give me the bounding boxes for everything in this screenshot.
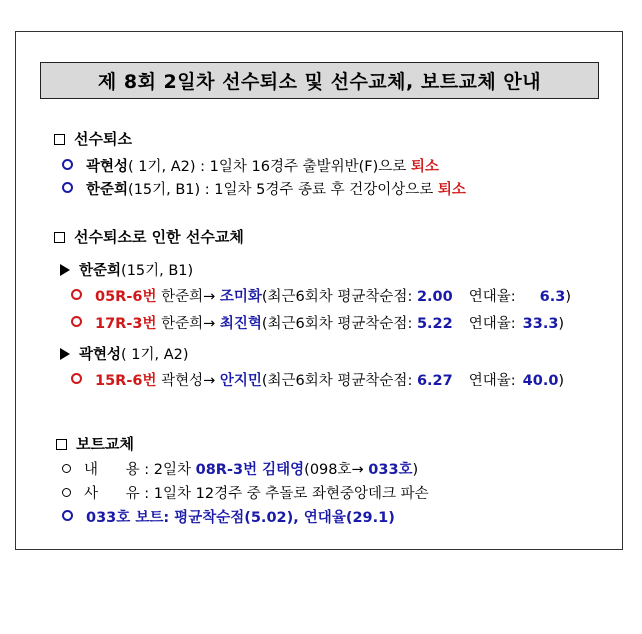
bullet-circle-icon xyxy=(71,373,82,384)
triangle-right-icon xyxy=(60,264,70,276)
replacement-group: 곽현성( 1기, A2) xyxy=(60,346,189,364)
withdrawal-item: 곽현성( 1기, A2) : 1일차 16경주 출발위반(F)으로 퇴소 xyxy=(62,158,439,176)
withdrawal-item: 한준희(15기, B1) : 1일차 5경주 종료 후 건강이상으로 퇴소 xyxy=(62,181,466,199)
notice-frame xyxy=(15,31,623,550)
section-replacement-heading: 선수퇴소로 인한 선수교체 xyxy=(54,228,244,246)
section-boat-heading: 보트교체 xyxy=(56,435,134,453)
checkbox-square-icon xyxy=(54,232,65,243)
checkbox-square-icon xyxy=(54,134,65,145)
section-withdrawal-heading: 선수퇴소 xyxy=(54,130,132,148)
bullet-circle-icon xyxy=(62,510,73,521)
bullet-circle-icon xyxy=(62,159,73,170)
replacement-entry: 05R-6번 한준희→ 조미화(최근6회차 평균착순점: 2.00 연대율: 6.3) xyxy=(71,288,571,306)
bullet-circle-icon xyxy=(62,182,73,193)
replacement-entry: 15R-6번 곽현성→ 안지민(최근6회차 평균착순점: 6.27 연대율: 40.0) xyxy=(71,372,564,390)
replacement-group: 한준희(15기, B1) xyxy=(60,262,193,280)
boat-content-row: 내 용 : 2일차 08R-3번 김태영(098호→ 033호) xyxy=(62,461,418,479)
notice-title: 제 8회 2일차 선수퇴소 및 선수교체, 보트교체 안내 xyxy=(40,62,599,99)
bullet-circle-icon xyxy=(62,488,71,497)
bullet-circle-icon xyxy=(62,464,71,473)
bullet-circle-icon xyxy=(71,316,82,327)
replacement-entry: 17R-3번 한준희→ 최진혁(최근6회차 평균착순점: 5.22 연대율: 33.3) xyxy=(71,315,564,333)
boat-reason-row: 사 유 : 1일차 12경주 중 추돌로 좌현중앙데크 파손 xyxy=(62,485,429,503)
boat-summary-row: 033호 보트: 평균착순점(5.02), 연대율(29.1) xyxy=(62,509,395,527)
triangle-right-icon xyxy=(60,348,70,360)
checkbox-square-icon xyxy=(56,439,67,450)
bullet-circle-icon xyxy=(71,289,82,300)
